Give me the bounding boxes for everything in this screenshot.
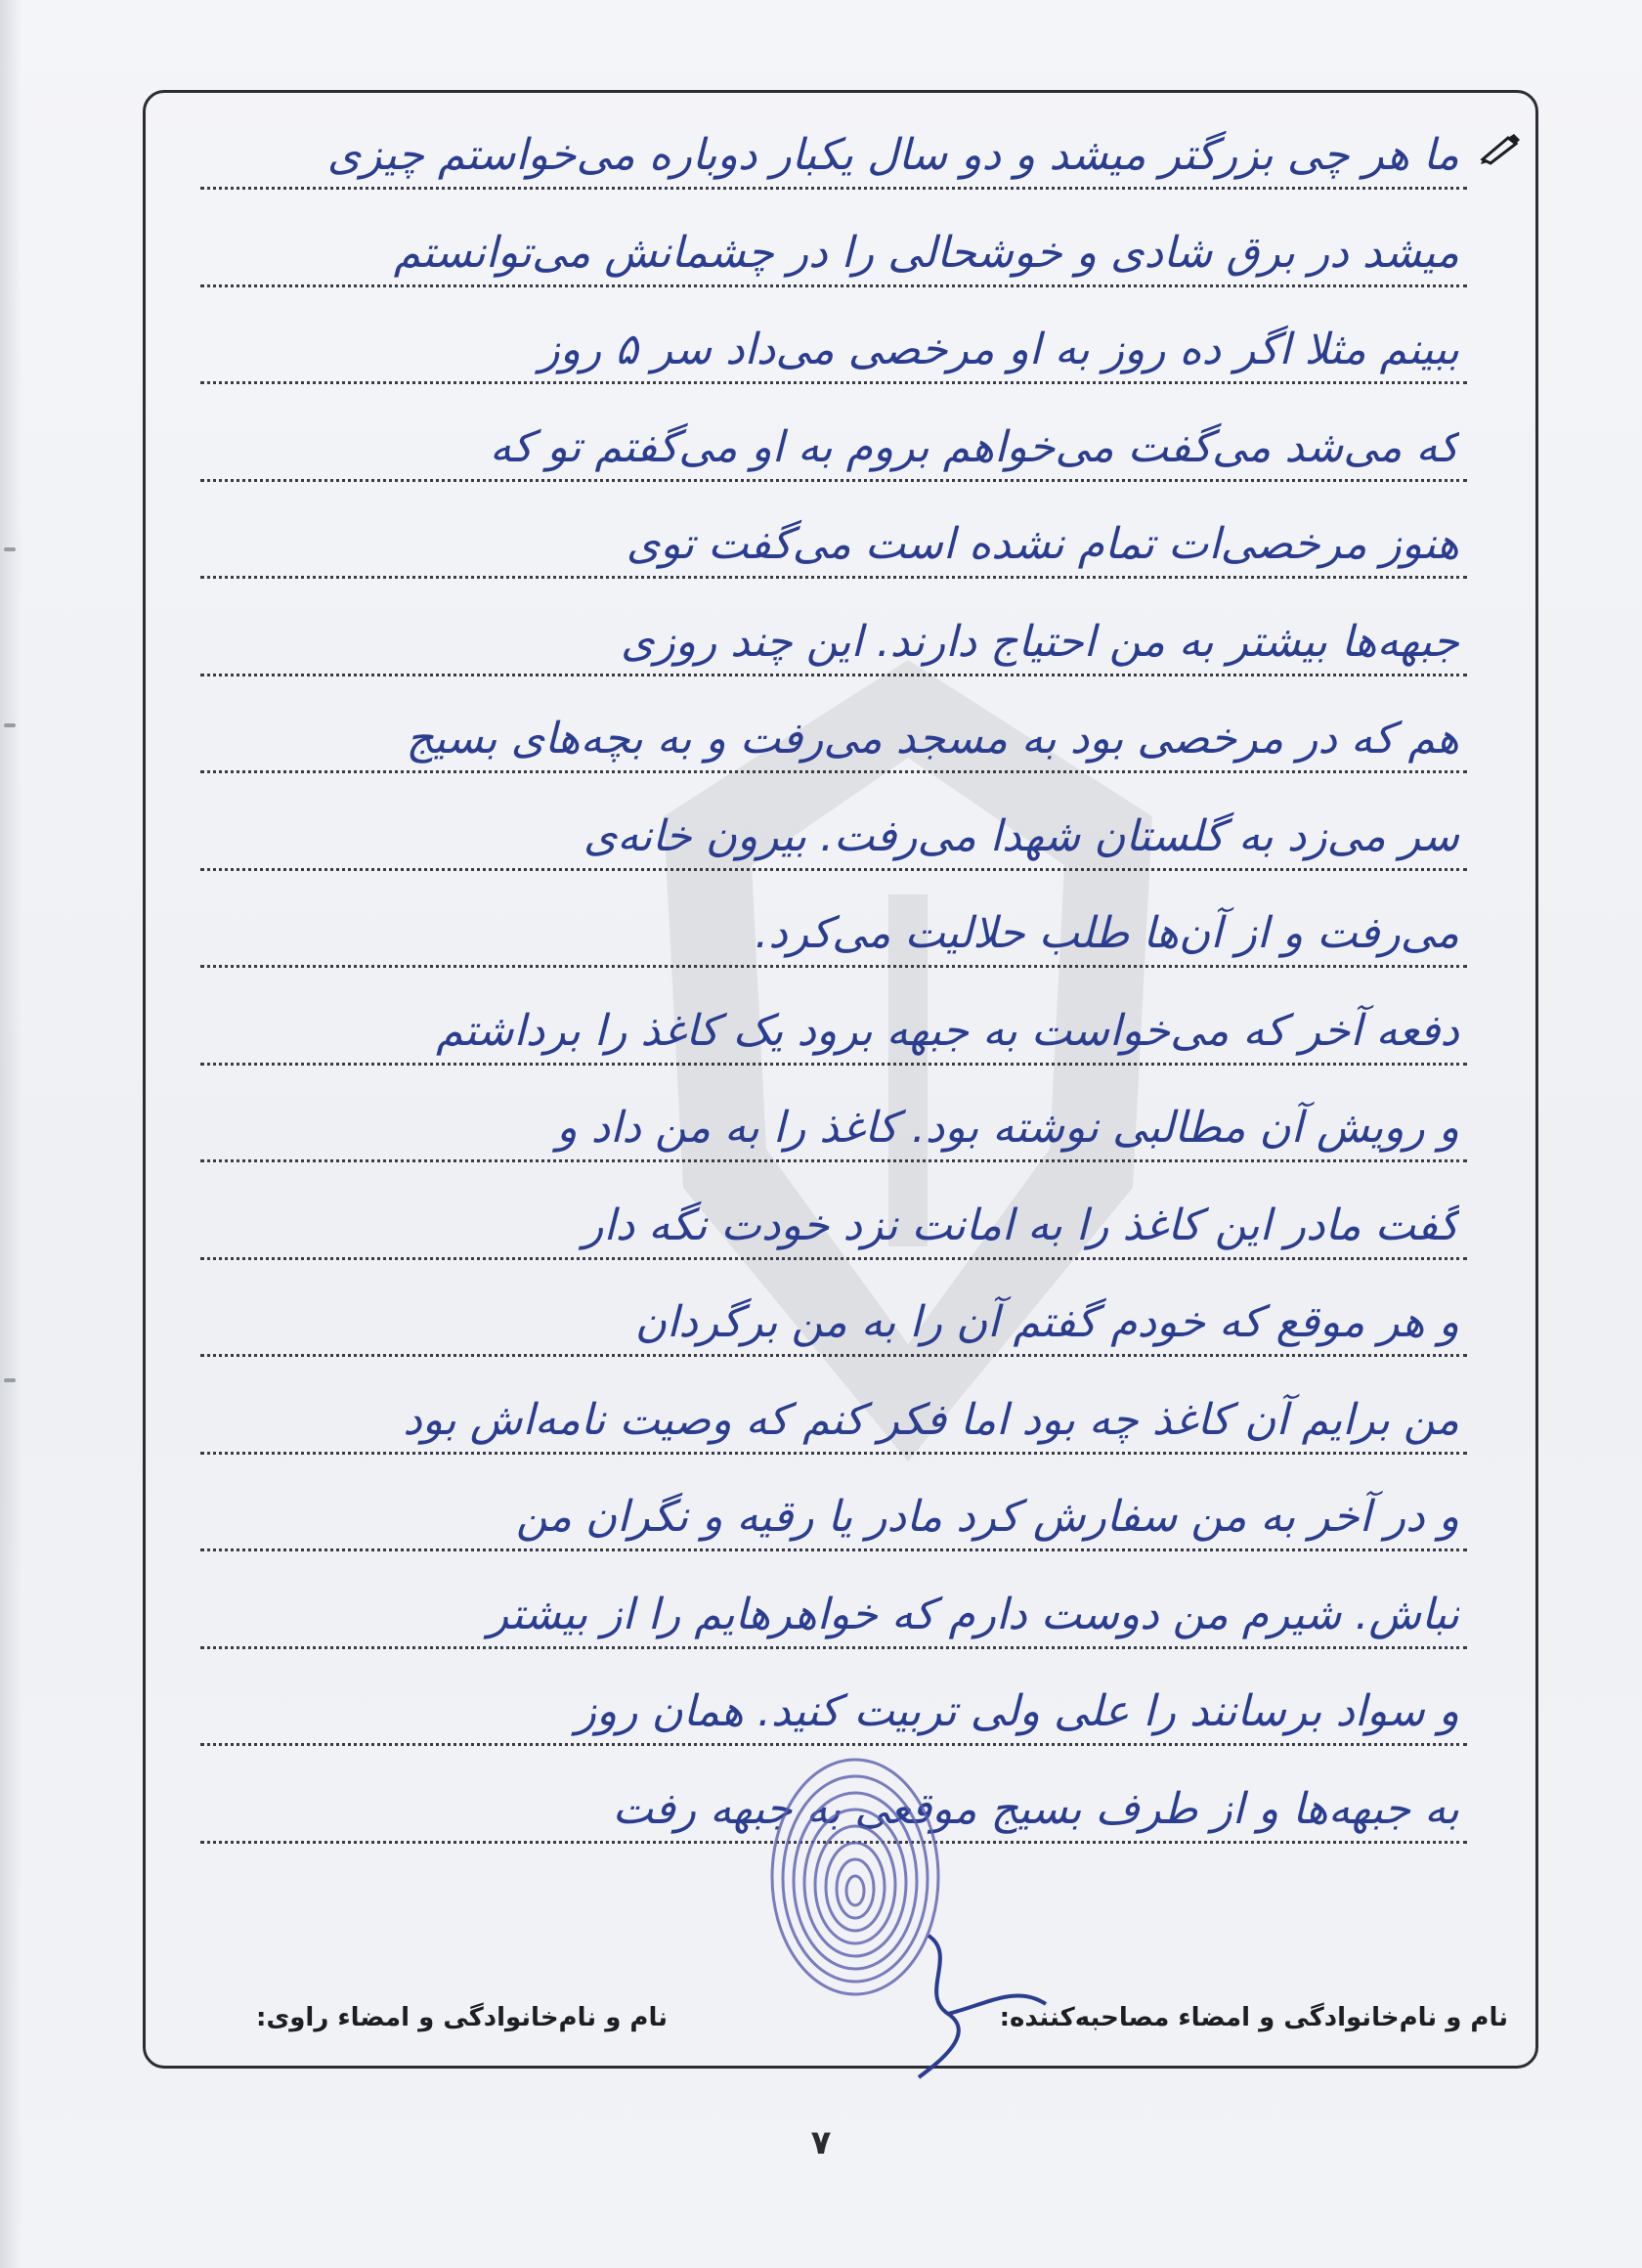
- handwritten-line: گفت مادر این کاغذ را به امانت نزد خودت نگه دار: [583, 1199, 1459, 1250]
- handwritten-line: هم که در مرخصی بود به مسجد می‌رفت و به بچه‌های بسیج: [406, 714, 1459, 763]
- staple-hole: [4, 547, 16, 551]
- page-number: ۷: [810, 2123, 832, 2162]
- dotted-rule: [200, 1743, 1467, 1746]
- binding-edge: [0, 0, 22, 2268]
- dotted-rule: [200, 381, 1467, 384]
- handwritten-line: به جبهه‌ها و از طرف بسیج موقعی به جبهه رفت: [612, 1783, 1459, 1834]
- dotted-rule: [200, 187, 1467, 190]
- handwritten-line: و سواد برسانند را علی ولی تربیت کنید. همان روز: [575, 1686, 1459, 1736]
- handwritten-line: ما هر چی بزرگتر میشد و دو سال یکبار دوباره می‌خواستم چیزی: [326, 130, 1459, 180]
- handwritten-signature: [899, 1916, 1065, 2082]
- handwritten-line: دفعه آخر که می‌خواست به جبهه برود یک کاغذ را برداشتم: [436, 1005, 1459, 1056]
- staple-hole: [4, 1378, 16, 1382]
- handwritten-line: می‌رفت و از آن‌ها طلب حلالیت می‌کرد.: [755, 908, 1459, 958]
- handwritten-line: هنوز مرخصی‌ات تمام نشده است می‌گفت توی: [626, 519, 1459, 569]
- handwritten-line: و در آخر به من سفارش کرد مادر یا رقیه و نگران من: [515, 1492, 1459, 1542]
- dotted-rule: [200, 1159, 1467, 1162]
- dotted-rule: [200, 284, 1467, 287]
- staple-hole: [4, 723, 16, 727]
- dotted-rule: [200, 965, 1467, 968]
- handwritten-line: جبهه‌ها بیشتر به من احتیاج دارند. این چند روزی: [621, 616, 1459, 667]
- pen-icon: [1479, 132, 1522, 165]
- dotted-rule: [200, 868, 1467, 871]
- dotted-rule: [200, 1257, 1467, 1260]
- handwritten-line: نباش. شیرم من دوست دارم که خواهرهایم را از بیشتر: [487, 1589, 1459, 1639]
- dotted-rule: [200, 1063, 1467, 1066]
- dotted-rule: [200, 576, 1467, 579]
- dotted-rule: [200, 479, 1467, 482]
- handwritten-line: ببینم مثلا اگر ده روز به او مرخصی می‌داد سر ۵ روز: [539, 325, 1459, 374]
- dotted-rule: [200, 770, 1467, 773]
- dotted-rule: [200, 1452, 1467, 1455]
- dotted-rule: [200, 674, 1467, 676]
- handwritten-line: من برایم آن کاغذ چه بود اما فکر کنم که وصیت نامه‌اش بود: [403, 1394, 1459, 1445]
- dotted-rule: [200, 1354, 1467, 1357]
- handwritten-line: و هر موقع که خودم گفتم آن را به من برگردان: [634, 1297, 1459, 1347]
- handwritten-line: میشد در برق شادی و خوشحالی را در چشمانش می‌توانستم: [393, 227, 1459, 278]
- handwritten-line: سر می‌زد به گلستان شهدا می‌رفت. بیرون خانه‌ی: [583, 810, 1459, 861]
- interviewer-signature-label: نام و نام‌خانوادگی و امضاء مصاحبه‌کننده:: [999, 2003, 1508, 2032]
- handwritten-line: و رویش آن مطالبی نوشته بود. کاغذ را به من داد و: [556, 1103, 1459, 1153]
- dotted-rule: [200, 1646, 1467, 1649]
- handwritten-line: که می‌شد می‌گفت می‌خواهم بروم به او می‌گفتم تو که: [490, 421, 1459, 472]
- narrator-signature-label: نام و نام‌خانوادگی و امضاء راوی:: [256, 2003, 668, 2032]
- dotted-rule: [200, 1548, 1467, 1551]
